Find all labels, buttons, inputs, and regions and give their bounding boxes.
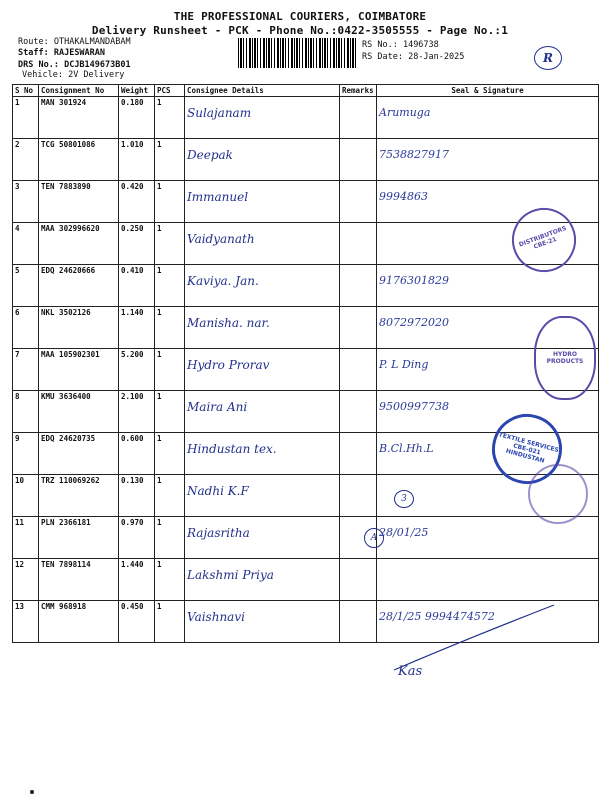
weight-cell: 1.440 (119, 559, 155, 601)
consignee-cell (185, 391, 340, 433)
consignee-cell (185, 139, 340, 181)
signature-handwriting: 7538827917 (379, 148, 449, 161)
weight-cell: 5.200 (119, 349, 155, 391)
signature-handwriting: 28/1/25 9994474572 (379, 610, 495, 623)
route-value: OTHAKALMANDABAM (53, 37, 131, 47)
table-row (13, 307, 599, 349)
sno-cell: 3 (13, 181, 39, 223)
rs-date-value: 28-Jan-2025 (408, 52, 465, 62)
col-sno: S No (13, 85, 39, 97)
rs-no-line (362, 40, 439, 50)
weight-cell: 1.140 (119, 307, 155, 349)
sno-cell: 1 (13, 97, 39, 139)
consignee-handwriting: Lakshmi Priya (187, 568, 274, 582)
weight-cell: 0.250 (119, 223, 155, 265)
remarks-cell (340, 223, 377, 265)
sno-cell: 9 (13, 433, 39, 475)
consignee-handwriting: Rajasritha (187, 526, 250, 540)
consignment-cell: PLN 2366181 (39, 517, 119, 559)
table-row (13, 223, 599, 265)
weight-cell: 0.410 (119, 265, 155, 307)
signature-cell (377, 559, 599, 601)
table-row (13, 181, 599, 223)
remarks-cell (340, 601, 377, 643)
signature-handwriting: 28/01/25 (379, 526, 429, 539)
consignment-cell: TEN 7898114 (39, 559, 119, 601)
consignee-handwriting: Vaishnavi (187, 610, 245, 624)
consignee-cell (185, 559, 340, 601)
faded-stamp (528, 464, 588, 524)
sno-cell: 12 (13, 559, 39, 601)
sno-cell: 2 (13, 139, 39, 181)
consignee-cell (185, 475, 340, 517)
remarks-cell (340, 349, 377, 391)
consignment-cell: CMM 968918 (39, 601, 119, 643)
consignee-handwriting: Maira Ani (187, 400, 248, 414)
consignment-cell: TRZ 110069262 (39, 475, 119, 517)
footer-scribble: Kas (398, 664, 423, 679)
pcs-cell: 1 (155, 391, 185, 433)
circled-a-mark: A (364, 528, 384, 548)
consignment-cell: MAA 105902301 (39, 349, 119, 391)
weight-cell: 0.450 (119, 601, 155, 643)
distributors-stamp: DISTRIBUTORS CBE-21 (503, 199, 585, 281)
vehicle-line (22, 70, 124, 80)
signature-cell (377, 97, 599, 139)
staff-label: Staff: (18, 48, 49, 58)
pcs-cell: 1 (155, 265, 185, 307)
pcs-cell: 1 (155, 97, 185, 139)
company-name: THE PROFESSIONAL COURIERS, COIMBATORE (173, 10, 427, 23)
sno-cell: 11 (13, 517, 39, 559)
col-seal-signature: Seal & Signature (377, 85, 599, 97)
consignee-cell (185, 601, 340, 643)
pcs-cell: 1 (155, 517, 185, 559)
weight-cell: 0.420 (119, 181, 155, 223)
signature-handwriting: P. L Ding (379, 358, 429, 371)
sno-cell: 8 (13, 391, 39, 433)
pcs-cell: 1 (155, 475, 185, 517)
consignee-cell (185, 433, 340, 475)
route-label: Route: (18, 37, 49, 47)
runsheet-subtitle: Delivery Runsheet - PCK - Phone No.:0422-3505555 - Page No.:1 (91, 24, 509, 37)
signature-cell (377, 139, 599, 181)
col-remarks: Remarks (340, 85, 377, 97)
consignment-cell: NKL 3502126 (39, 307, 119, 349)
drs-line (18, 60, 131, 70)
circled-r-mark: R (534, 46, 562, 70)
vehicle-label: Vehicle: (22, 70, 63, 80)
consignee-cell (185, 223, 340, 265)
circled-3-mark: 3 (394, 490, 414, 508)
vehicle-value: 2V Delivery (68, 70, 125, 80)
rs-no-value: 1496738 (402, 40, 439, 50)
consignee-cell (185, 181, 340, 223)
table-row (13, 559, 599, 601)
textile-services-stamp: TEXTILE SERVICES CBE-021 HINDUSTAN (484, 406, 570, 492)
col-consignee: Consignee Details (185, 85, 340, 97)
table-row (13, 475, 599, 517)
table-row (13, 139, 599, 181)
signature-handwriting: B.Cl.Hh.L (379, 442, 434, 455)
consignment-cell: KMU 3636400 (39, 391, 119, 433)
barcode (238, 38, 356, 68)
sno-cell: 5 (13, 265, 39, 307)
sno-cell: 7 (13, 349, 39, 391)
consignee-handwriting: Manisha. nar. (187, 316, 270, 330)
consignee-cell (185, 97, 340, 139)
remarks-cell (340, 307, 377, 349)
remarks-cell (340, 559, 377, 601)
remarks-cell (340, 265, 377, 307)
consignee-handwriting: Hydro Prorav (187, 358, 270, 372)
remarks-cell (340, 391, 377, 433)
consignment-cell: TEN 7883890 (39, 181, 119, 223)
consignee-cell (185, 349, 340, 391)
weight-cell: 0.180 (119, 97, 155, 139)
consignee-handwriting: Hindustan tex. (187, 442, 277, 456)
pcs-cell: 1 (155, 433, 185, 475)
remarks-cell (340, 433, 377, 475)
weight-cell: 2.100 (119, 391, 155, 433)
hydro-products-stamp: HYDRO PRODUCTS (534, 316, 596, 400)
col-pcs: PCS (155, 85, 185, 97)
rs-date-label: RS Date: (362, 52, 403, 62)
pcs-cell: 1 (155, 307, 185, 349)
remarks-cell (340, 475, 377, 517)
signature-handwriting: 9994863 (379, 190, 428, 203)
consignee-cell (185, 265, 340, 307)
pcs-cell: 1 (155, 349, 185, 391)
consignment-cell: TCG 50801086 (39, 139, 119, 181)
runsheet-table (12, 84, 599, 643)
consignee-handwriting: Immanuel (187, 190, 249, 204)
table-row (13, 349, 599, 391)
signature-cell (377, 265, 599, 307)
weight-cell: 0.600 (119, 433, 155, 475)
table-header-row (13, 85, 599, 97)
signature-handwriting: 8072972020 (379, 316, 449, 329)
signature-handwriting: Arumuga (379, 106, 431, 119)
consignment-cell: MAN 301924 (39, 97, 119, 139)
consignment-cell: MAA 302996620 (39, 223, 119, 265)
sno-cell: 4 (13, 223, 39, 265)
drs-value: DCJB149673B01 (64, 60, 131, 70)
route-line (18, 37, 131, 47)
consignee-handwriting: Nadhi K.F (187, 484, 249, 498)
rs-no-label: RS No.: (362, 40, 398, 50)
col-weight: Weight (119, 85, 155, 97)
pcs-cell: 1 (155, 181, 185, 223)
sno-cell: 10 (13, 475, 39, 517)
remarks-cell (340, 139, 377, 181)
pcs-cell: 1 (155, 139, 185, 181)
pcs-cell: 1 (155, 223, 185, 265)
consignee-cell (185, 307, 340, 349)
sno-cell: 13 (13, 601, 39, 643)
table-row (13, 97, 599, 139)
consignee-handwriting: Kaviya. Jan. (187, 274, 259, 288)
consignee-handwriting: Deepak (187, 148, 233, 162)
consignment-cell: EDQ 24620735 (39, 433, 119, 475)
remarks-cell (340, 181, 377, 223)
table-row (13, 265, 599, 307)
staff-line (18, 48, 105, 58)
sno-cell: 6 (13, 307, 39, 349)
col-consignment: Consignment No (39, 85, 119, 97)
pcs-cell: 1 (155, 559, 185, 601)
signature-handwriting: 9500997738 (379, 400, 449, 413)
page-mark-dot (30, 790, 34, 794)
drs-label: DRS No.: (18, 60, 59, 70)
consignee-handwriting: Vaidyanath (187, 232, 255, 246)
weight-cell: 0.970 (119, 517, 155, 559)
pcs-cell: 1 (155, 601, 185, 643)
weight-cell: 1.010 (119, 139, 155, 181)
consignee-cell (185, 517, 340, 559)
consignment-cell: EDQ 24620666 (39, 265, 119, 307)
signature-handwriting: 9176301829 (379, 274, 449, 287)
weight-cell: 0.130 (119, 475, 155, 517)
consignee-handwriting: Sulajanam (187, 106, 252, 120)
staff-value: RAJESWARAN (53, 48, 106, 58)
rs-date-line (362, 52, 464, 62)
table-row (13, 517, 599, 559)
remarks-cell (340, 97, 377, 139)
